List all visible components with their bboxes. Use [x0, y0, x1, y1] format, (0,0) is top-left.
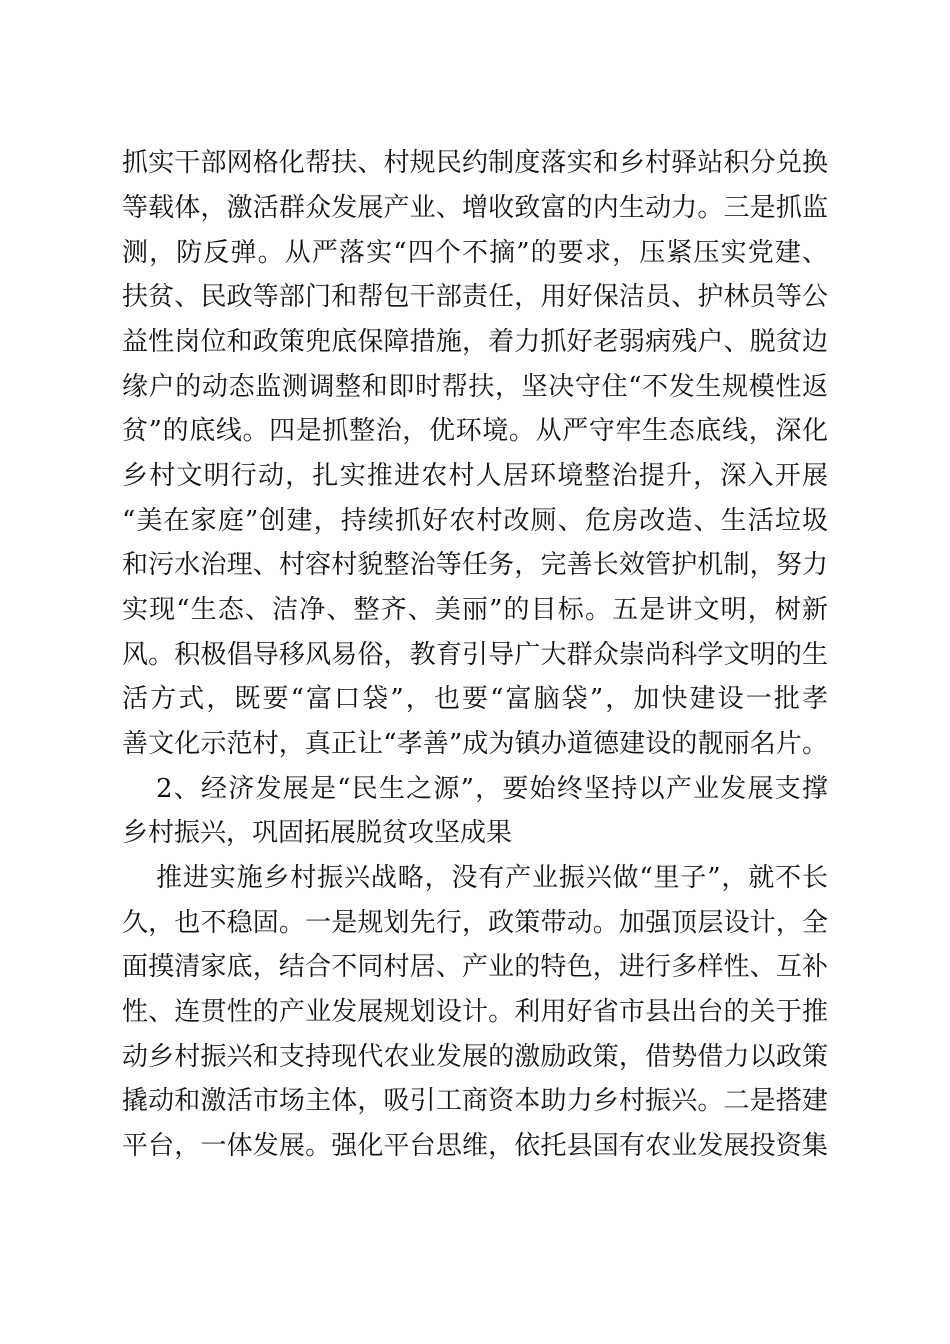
text-line: 性、连贯性的产业发展规划设计。利用好省市县出台的关于推 — [122, 997, 828, 1027]
section-heading-line: 乡村振兴，巩固拓展脱贫攻坚成果 — [122, 818, 513, 848]
text-line: 实现“生态、洁净、整齐、美丽”的目标。五是讲文明，树新 — [122, 595, 828, 625]
text-line: 抓实干部网格化帮扶、村规民约制度落实和乡村驿站积分兑换 — [122, 148, 828, 178]
text-line: 益性岗位和政策兜底保障措施，着力抓好老弱病残户、脱贫边 — [122, 327, 828, 357]
text-line: 推进实施乡村振兴战略，没有产业振兴做“里子”，就不长 — [156, 863, 828, 893]
text-line: 贫”的底线。四是抓整治，优环境。从严守牢生态底线，深化 — [122, 416, 828, 446]
text-line: 平台，一体发展。强化平台思维，依托县国有农业发展投资集 — [122, 1131, 828, 1161]
text-line: 动乡村振兴和支持现代农业发展的激励政策，借势借力以政策 — [122, 1042, 828, 1072]
text-line: 扶贫、民政等部门和帮包干部责任，用好保洁员、护林员等公 — [122, 282, 828, 312]
text-line: 乡村文明行动，扎实推进农村人居环境整治提升，深入开展 — [122, 461, 828, 491]
text-line: 测，防反弹。从严落实“四个不摘”的要求，压紧压实党建、 — [122, 238, 828, 268]
text-line: 风。积极倡导移风易俗，教育引导广大群众崇尚科学文明的生 — [122, 640, 828, 670]
text-line: 善文化示范村，真正让“孝善”成为镇办道德建设的靓丽名片。 — [122, 729, 828, 759]
text-line: 缘户的动态监测调整和即时帮扶，坚决守住“不发生规模性返 — [122, 372, 828, 402]
text-line: 等载体，激活群众发展产业、增收致富的内生动力。三是抓监 — [122, 193, 828, 223]
text-line: 撬动和激活市场主体，吸引工商资本助力乡村振兴。二是搭建 — [122, 1086, 828, 1116]
text-line: 活方式，既要“富口袋”，也要“富脑袋”，加快建设一批孝 — [122, 684, 828, 714]
text-line: 和污水治理、村容村貌整治等任务，完善长效管护机制，努力 — [122, 550, 828, 580]
section-heading-line: 2、经济发展是“民生之源”，要始终坚持以产业发展支撑 — [156, 774, 828, 804]
text-line: “美在家庭”创建，持续抓好农村改厕、危房改造、生活垃圾 — [122, 506, 828, 536]
text-line: 面摸清家底，结合不同村居、产业的特色，进行多样性、互补 — [122, 952, 828, 982]
text-line: 久，也不稳固。一是规划先行，政策带动。加强顶层设计，全 — [122, 908, 828, 938]
